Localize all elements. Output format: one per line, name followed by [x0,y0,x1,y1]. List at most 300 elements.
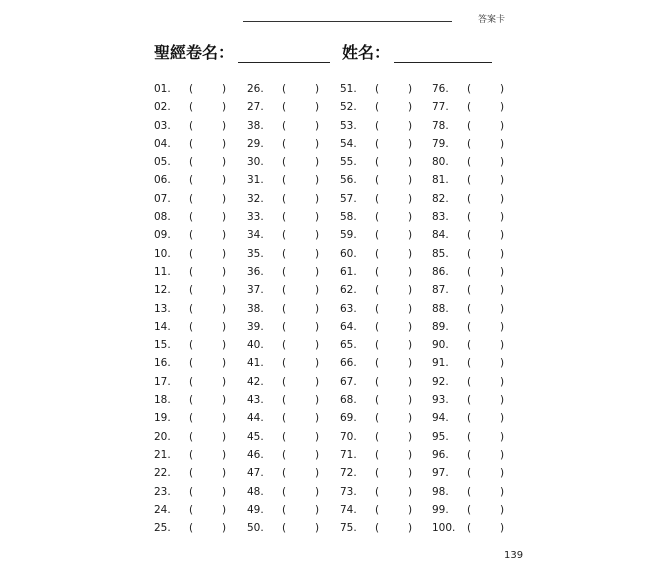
question-number: 84. [432,229,449,242]
question-number: 74. [340,503,357,516]
question-number: 38. [247,302,264,315]
answer-close-paren: ) [222,265,227,278]
answer-close-paren: ) [222,211,227,224]
answer-close-paren: ) [408,302,413,315]
answer-open-paren: ( [189,339,194,352]
answer-close-paren: ) [222,156,227,169]
answer-row [154,446,514,464]
question-number: 09. [154,229,171,242]
answer-open-paren: ( [189,503,194,516]
answer-open-paren: ( [189,302,194,315]
answer-close-paren: ) [315,302,320,315]
answer-close-paren: ) [500,430,505,443]
question-number: 99. [432,503,449,516]
answer-close-paren: ) [222,302,227,315]
answer-open-paren: ( [375,394,380,407]
question-number: 53. [340,119,357,132]
question-number: 39. [247,320,264,333]
answer-open-paren: ( [375,357,380,370]
question-number: 40. [247,339,264,352]
answer-close-paren: ) [408,394,413,407]
answer-open-paren: ( [282,467,287,480]
answer-close-paren: ) [500,467,505,480]
answer-close-paren: ) [222,284,227,297]
answer-close-paren: ) [222,357,227,370]
question-number: 16. [154,357,171,370]
question-number: 46. [247,448,264,461]
question-number: 23. [154,485,171,498]
question-number: 01. [154,83,171,95]
question-number: 27. [247,101,264,114]
question-number: 06. [154,174,171,187]
question-number: 25. [154,522,171,535]
question-number: 47. [247,467,264,480]
answer-close-paren: ) [315,394,320,407]
answer-close-paren: ) [408,192,413,205]
answer-close-paren: ) [315,229,320,242]
question-number: 21. [154,448,171,461]
answer-close-paren: ) [500,211,505,224]
answer-close-paren: ) [408,284,413,297]
answer-row [154,483,514,501]
answer-open-paren: ( [282,302,287,315]
question-number: 22. [154,467,171,480]
answer-open-paren: ( [189,522,194,535]
answer-open-paren: ( [467,375,472,388]
answer-close-paren: ) [315,137,320,150]
answer-close-paren: ) [315,247,320,260]
answer-open-paren: ( [375,320,380,333]
question-number: 92. [432,375,449,388]
answer-close-paren: ) [500,137,505,150]
answer-open-paren: ( [189,119,194,132]
answer-open-paren: ( [189,265,194,278]
answer-open-paren: ( [282,265,287,278]
answer-close-paren: ) [500,394,505,407]
answer-close-paren: ) [408,448,413,461]
question-number: 58. [340,211,357,224]
question-number: 44. [247,412,264,425]
header-rule [243,21,452,22]
question-number: 49. [247,503,264,516]
question-number: 94. [432,412,449,425]
answer-open-paren: ( [375,485,380,498]
question-number: 65. [340,339,357,352]
answer-open-paren: ( [467,284,472,297]
answer-open-paren: ( [189,485,194,498]
question-number: 18. [154,394,171,407]
answer-close-paren: ) [408,503,413,516]
answer-close-paren: ) [500,485,505,498]
question-number: 75. [340,522,357,535]
question-number: 81. [432,174,449,187]
answer-close-paren: ) [315,101,320,114]
question-number: 24. [154,503,171,516]
question-number: 11. [154,265,171,278]
answer-card-label: 答案卡 [478,15,506,25]
answer-row [154,354,514,372]
question-number: 07. [154,192,171,205]
answer-close-paren: ) [315,430,320,443]
answer-open-paren: ( [282,448,287,461]
answer-open-paren: ( [467,119,472,132]
question-number: 42. [247,375,264,388]
question-number: 57. [340,192,357,205]
answer-close-paren: ) [315,174,320,187]
question-number: 68. [340,394,357,407]
answer-open-paren: ( [467,412,472,425]
answer-close-paren: ) [315,522,320,535]
question-number: 04. [154,137,171,150]
answer-open-paren: ( [282,174,287,187]
answer-row [154,98,514,116]
answer-row [154,153,514,171]
question-number: 95. [432,430,449,443]
answer-open-paren: ( [375,247,380,260]
answer-close-paren: ) [222,174,227,187]
scroll-name-label: 聖經卷名： [154,43,235,62]
answer-open-paren: ( [375,302,380,315]
answer-open-paren: ( [189,357,194,370]
answer-row [154,464,514,482]
answer-open-paren: ( [375,467,380,480]
question-number: 32. [247,192,264,205]
answer-row [154,190,514,208]
answer-close-paren: ) [315,375,320,388]
question-number: 87. [432,284,449,297]
question-number: 15. [154,339,171,352]
answer-close-paren: ) [408,375,413,388]
answer-open-paren: ( [467,357,472,370]
answer-open-paren: ( [282,229,287,242]
question-number: 26. [247,83,264,95]
answer-close-paren: ) [500,101,505,114]
answer-close-paren: ) [500,192,505,205]
answer-close-paren: ) [408,357,413,370]
question-number: 85. [432,247,449,260]
answer-close-paren: ) [500,265,505,278]
answer-close-paren: ) [222,522,227,535]
question-number: 36. [247,265,264,278]
title-row [154,40,492,63]
answer-close-paren: ) [222,119,227,132]
answer-open-paren: ( [282,284,287,297]
answer-close-paren: ) [408,265,413,278]
answer-open-paren: ( [467,485,472,498]
question-number: 60. [340,247,357,260]
answer-close-paren: ) [315,119,320,132]
answer-open-paren: ( [375,211,380,224]
answer-close-paren: ) [500,302,505,315]
answer-row [154,226,514,244]
question-number: 62. [340,284,357,297]
answer-row [154,409,514,427]
answer-open-paren: ( [189,448,194,461]
answer-close-paren: ) [500,83,505,95]
answer-close-paren: ) [408,137,413,150]
answer-close-paren: ) [222,83,227,95]
answer-open-paren: ( [189,430,194,443]
answer-grid [154,80,514,537]
answer-open-paren: ( [189,375,194,388]
name-blank [394,44,492,63]
answer-close-paren: ) [500,522,505,535]
answer-open-paren: ( [467,320,472,333]
question-number: 55. [340,156,357,169]
question-number: 48. [247,485,264,498]
answer-close-paren: ) [222,320,227,333]
question-number: 59. [340,229,357,242]
answer-open-paren: ( [189,174,194,187]
answer-open-paren: ( [282,485,287,498]
question-number: 12. [154,284,171,297]
answer-open-paren: ( [189,320,194,333]
answer-close-paren: ) [408,320,413,333]
answer-open-paren: ( [467,83,472,95]
answer-open-paren: ( [282,375,287,388]
answer-open-paren: ( [375,229,380,242]
question-number: 91. [432,357,449,370]
answer-row [154,263,514,281]
answer-open-paren: ( [375,339,380,352]
answer-close-paren: ) [315,412,320,425]
answer-close-paren: ) [315,467,320,480]
answer-open-paren: ( [189,192,194,205]
answer-open-paren: ( [282,522,287,535]
question-number: 02. [154,101,171,114]
answer-row [154,300,514,318]
question-number: 89. [432,320,449,333]
question-number: 80. [432,156,449,169]
answer-open-paren: ( [189,83,194,95]
answer-close-paren: ) [315,265,320,278]
answer-open-paren: ( [282,430,287,443]
answer-close-paren: ) [500,284,505,297]
answer-close-paren: ) [408,467,413,480]
answer-open-paren: ( [467,503,472,516]
answer-row [154,336,514,354]
question-number: 52. [340,101,357,114]
question-number: 43. [247,394,264,407]
answer-open-paren: ( [375,412,380,425]
question-number: 13. [154,302,171,315]
answer-row [154,80,514,98]
question-number: 31. [247,174,264,187]
question-number: 97. [432,467,449,480]
answer-open-paren: ( [189,229,194,242]
answer-close-paren: ) [408,156,413,169]
answer-open-paren: ( [282,357,287,370]
answer-close-paren: ) [408,83,413,95]
question-number: 70. [340,430,357,443]
answer-open-paren: ( [282,503,287,516]
answer-close-paren: ) [315,320,320,333]
question-number: 77. [432,101,449,114]
answer-open-paren: ( [467,137,472,150]
question-number: 17. [154,375,171,388]
answer-close-paren: ) [315,485,320,498]
answer-close-paren: ) [222,448,227,461]
answer-open-paren: ( [467,265,472,278]
answer-open-paren: ( [467,247,472,260]
question-number: 67. [340,375,357,388]
answer-row [154,373,514,391]
question-number: 03. [154,119,171,132]
answer-open-paren: ( [189,247,194,260]
answer-close-paren: ) [315,448,320,461]
answer-open-paren: ( [282,394,287,407]
question-number: 54. [340,137,357,150]
question-number: 35. [247,247,264,260]
answer-close-paren: ) [222,394,227,407]
answer-open-paren: ( [282,192,287,205]
answer-close-paren: ) [315,156,320,169]
answer-close-paren: ) [408,485,413,498]
answer-close-paren: ) [500,247,505,260]
answer-open-paren: ( [282,339,287,352]
answer-open-paren: ( [467,302,472,315]
question-number: 98. [432,485,449,498]
answer-row [154,281,514,299]
question-number: 20. [154,430,171,443]
answer-open-paren: ( [375,503,380,516]
answer-open-paren: ( [282,156,287,169]
answer-close-paren: ) [222,192,227,205]
answer-row [154,245,514,263]
answer-open-paren: ( [375,174,380,187]
answer-close-paren: ) [500,119,505,132]
answer-open-paren: ( [282,137,287,150]
answer-open-paren: ( [282,320,287,333]
answer-close-paren: ) [500,320,505,333]
question-number: 45. [247,430,264,443]
answer-open-paren: ( [375,430,380,443]
answer-open-paren: ( [375,137,380,150]
question-number: 93. [432,394,449,407]
answer-open-paren: ( [375,83,380,95]
answer-open-paren: ( [189,467,194,480]
answer-close-paren: ) [222,229,227,242]
answer-close-paren: ) [500,412,505,425]
answer-row [154,208,514,226]
answer-close-paren: ) [315,284,320,297]
answer-close-paren: ) [222,375,227,388]
answer-close-paren: ) [315,192,320,205]
answer-open-paren: ( [189,156,194,169]
question-number: 71. [340,448,357,461]
question-number: 72. [340,467,357,480]
question-number: 73. [340,485,357,498]
answer-row [154,501,514,519]
answer-close-paren: ) [500,339,505,352]
question-number: 38. [247,119,264,132]
question-number: 41. [247,357,264,370]
answer-row [154,117,514,135]
question-number: 100. [432,522,456,535]
question-number: 51. [340,83,357,95]
question-number: 10. [154,247,171,260]
answer-open-paren: ( [467,467,472,480]
answer-close-paren: ) [315,211,320,224]
answer-open-paren: ( [282,412,287,425]
answer-open-paren: ( [375,265,380,278]
answer-close-paren: ) [500,357,505,370]
question-number: 82. [432,192,449,205]
question-number: 79. [432,137,449,150]
answer-open-paren: ( [282,83,287,95]
answer-close-paren: ) [500,503,505,516]
question-number: 05. [154,156,171,169]
answer-open-paren: ( [467,174,472,187]
question-number: 64. [340,320,357,333]
name-label: 姓名： [342,43,391,62]
answer-close-paren: ) [408,119,413,132]
answer-close-paren: ) [315,339,320,352]
answer-close-paren: ) [222,247,227,260]
question-number: 69. [340,412,357,425]
answer-close-paren: ) [315,503,320,516]
question-number: 88. [432,302,449,315]
question-number: 86. [432,265,449,278]
answer-open-paren: ( [375,522,380,535]
answer-open-paren: ( [467,430,472,443]
answer-close-paren: ) [408,247,413,260]
answer-close-paren: ) [222,430,227,443]
answer-row [154,171,514,189]
question-number: 19. [154,412,171,425]
answer-row [154,391,514,409]
answer-open-paren: ( [467,192,472,205]
question-number: 76. [432,83,449,95]
answer-open-paren: ( [467,448,472,461]
answer-open-paren: ( [375,284,380,297]
answer-close-paren: ) [315,357,320,370]
answer-open-paren: ( [375,192,380,205]
question-number: 37. [247,284,264,297]
answer-open-paren: ( [467,211,472,224]
answer-row [154,519,514,537]
answer-row [154,135,514,153]
answer-close-paren: ) [408,211,413,224]
answer-open-paren: ( [189,412,194,425]
answer-open-paren: ( [467,522,472,535]
answer-open-paren: ( [375,375,380,388]
question-number: 34. [247,229,264,242]
answer-close-paren: ) [222,137,227,150]
answer-open-paren: ( [282,211,287,224]
question-number: 08. [154,211,171,224]
answer-close-paren: ) [222,485,227,498]
answer-close-paren: ) [408,430,413,443]
answer-open-paren: ( [189,211,194,224]
answer-close-paren: ) [222,503,227,516]
question-number: 83. [432,211,449,224]
answer-open-paren: ( [375,448,380,461]
answer-close-paren: ) [500,229,505,242]
page-number: 139 [504,550,524,561]
answer-open-paren: ( [282,119,287,132]
answer-close-paren: ) [408,412,413,425]
answer-open-paren: ( [467,101,472,114]
question-number: 33. [247,211,264,224]
answer-open-paren: ( [282,247,287,260]
answer-open-paren: ( [467,394,472,407]
answer-open-paren: ( [189,137,194,150]
answer-close-paren: ) [408,229,413,242]
answer-open-paren: ( [189,394,194,407]
question-number: 96. [432,448,449,461]
answer-close-paren: ) [222,101,227,114]
